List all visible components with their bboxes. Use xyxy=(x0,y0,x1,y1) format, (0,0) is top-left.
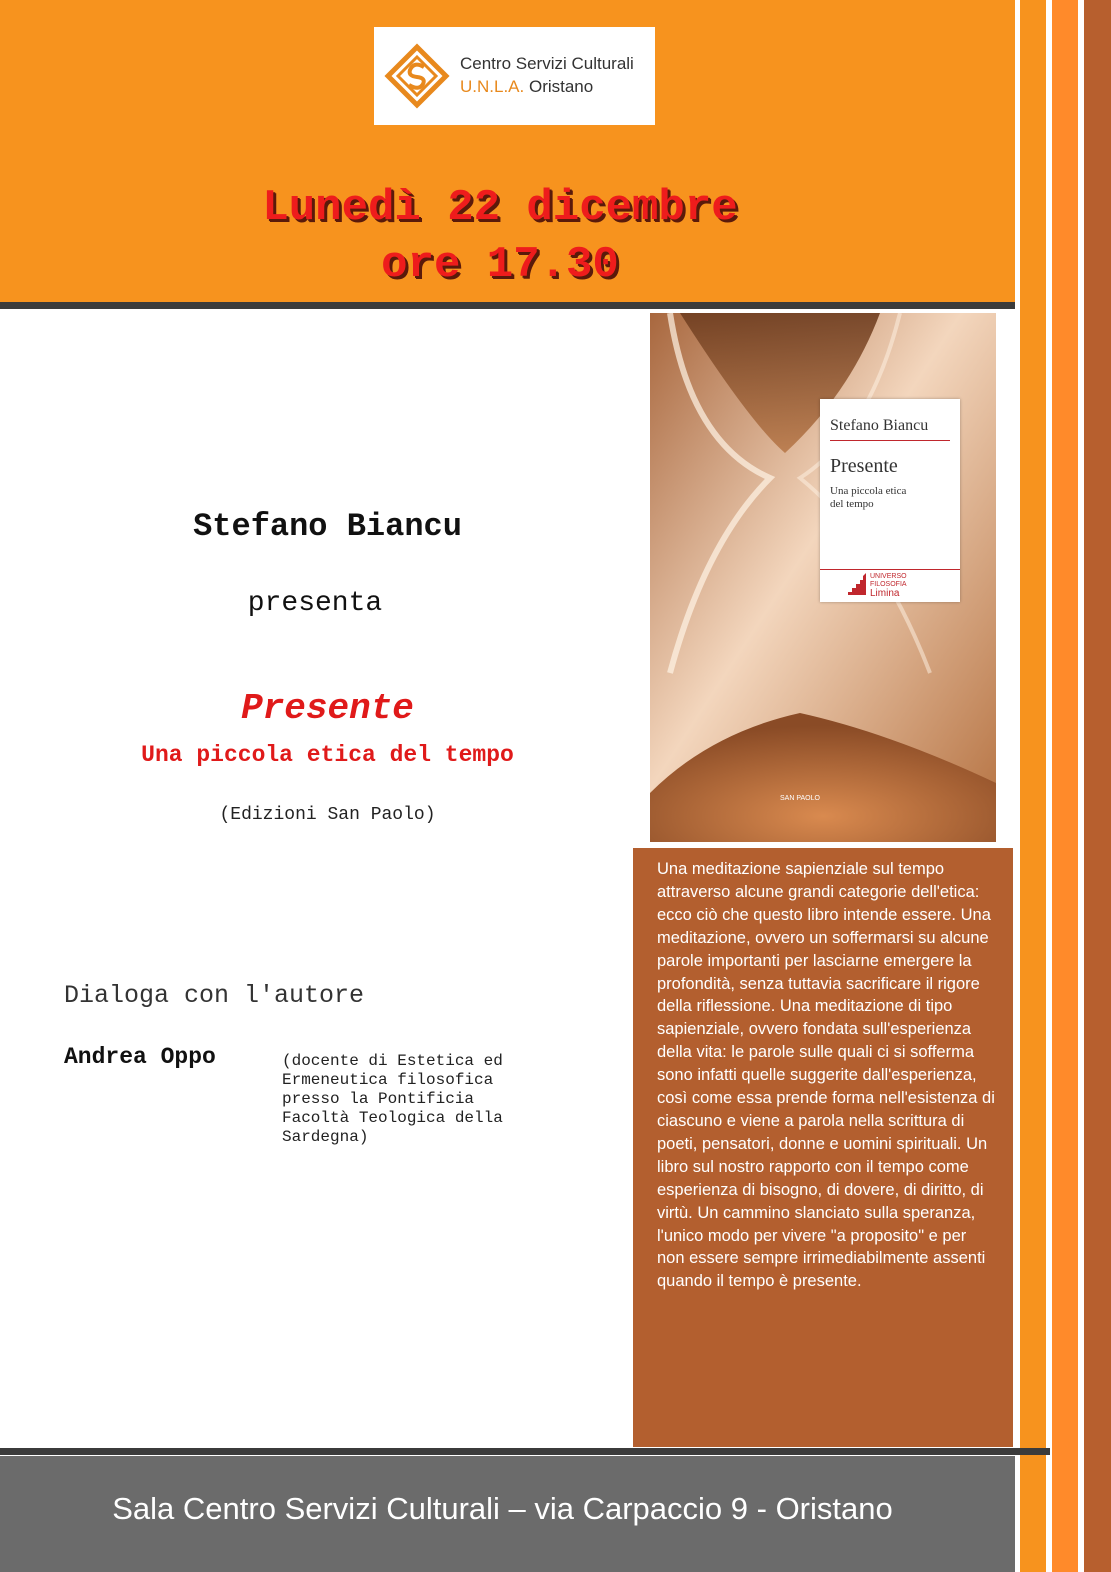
venue-address: Sala Centro Servizi Culturali – via Carpaccio 9 - Oristano xyxy=(112,1491,893,1526)
dialoga-label: Dialoga con l'autore xyxy=(64,981,365,1010)
cover-title: Presente xyxy=(830,455,898,477)
cover-author: Stefano Biancu xyxy=(830,417,929,434)
cover-series-line1: UNIVERSO xyxy=(870,573,907,580)
discussant-role: (docente di Estetica ed Ermeneutica filosofica presso la Pontificia Facoltà Teologica della Sardegna) xyxy=(282,1052,503,1146)
cover-label xyxy=(820,399,960,602)
side-stripe-orange xyxy=(1020,0,1046,1572)
publisher: (Edizioni San Paolo) xyxy=(219,805,436,825)
organization-logo xyxy=(374,27,655,125)
cover-divider xyxy=(820,569,960,570)
footer-divider xyxy=(0,1448,1050,1455)
series-stairs-icon xyxy=(848,573,866,595)
book-title: Presente xyxy=(241,688,414,729)
side-stripe-brown xyxy=(1084,0,1111,1572)
book-cover xyxy=(650,313,996,842)
cover-series-line3: Limina xyxy=(870,588,900,599)
cover-series-line2: FILOSOFIA xyxy=(870,581,907,588)
book-subtitle: Una piccola etica del tempo xyxy=(141,742,514,768)
cover-subtitle-line1: Una piccola etica xyxy=(830,485,907,497)
author-name: Stefano Biancu xyxy=(193,508,462,545)
logo-name-line2 xyxy=(460,77,593,97)
header-divider xyxy=(0,302,1050,309)
cover-subtitle-line2: del tempo xyxy=(830,498,874,510)
diamond-s-logo-icon xyxy=(384,43,450,109)
synopsis-box xyxy=(633,848,1013,1447)
logo-name-line1: Centro Servizi Culturali xyxy=(460,54,634,73)
logo-acronym: U.N.L.A. xyxy=(460,77,525,96)
event-date: Lunedì 22 dicembre xyxy=(262,183,738,233)
discussant-name: Andrea Oppo xyxy=(64,1044,216,1070)
side-stripe-orange xyxy=(1052,0,1078,1572)
event-time: ore 17.30 xyxy=(381,240,619,290)
cover-divider xyxy=(830,440,950,441)
footer-band xyxy=(0,1456,1015,1572)
logo-city: Oristano xyxy=(524,77,594,96)
cover-publisher-mark: SAN PAOLO xyxy=(780,795,820,802)
presenta-label: presenta xyxy=(247,588,383,619)
synopsis-text: Una meditazione sapienziale sul tempo attraverso alcune grandi categorie dell'etica: ecco ciò che questo libro intende essere. Una meditazione, ovvero un soffermarsi su alcune parole importanti per lasciarne emergere la profondità, senza tuttavia sacrificare il rigore della riflessione. Una meditazione di tipo sapienziale, ovvero fondata sull'esperienza della vita: le parole sulle quali ci si sofferma sono infatti quelle suggerite dall'esperienza, così come essa prende forma nell'esistenza di ciascuno e viene a parola nella scrittura di poeti, pensatori, donne e uomini spirituali. Un libro sul nostro rapporto con il tempo come esperienza di bisogno, di dovere, di diritto, di virtù. Un cammino slanciato sulla speranza, l'unico modo per vivere "a proposito" e per non essere sempre irrimediabilmente assenti quando il tempo è presente. xyxy=(657,860,995,1291)
